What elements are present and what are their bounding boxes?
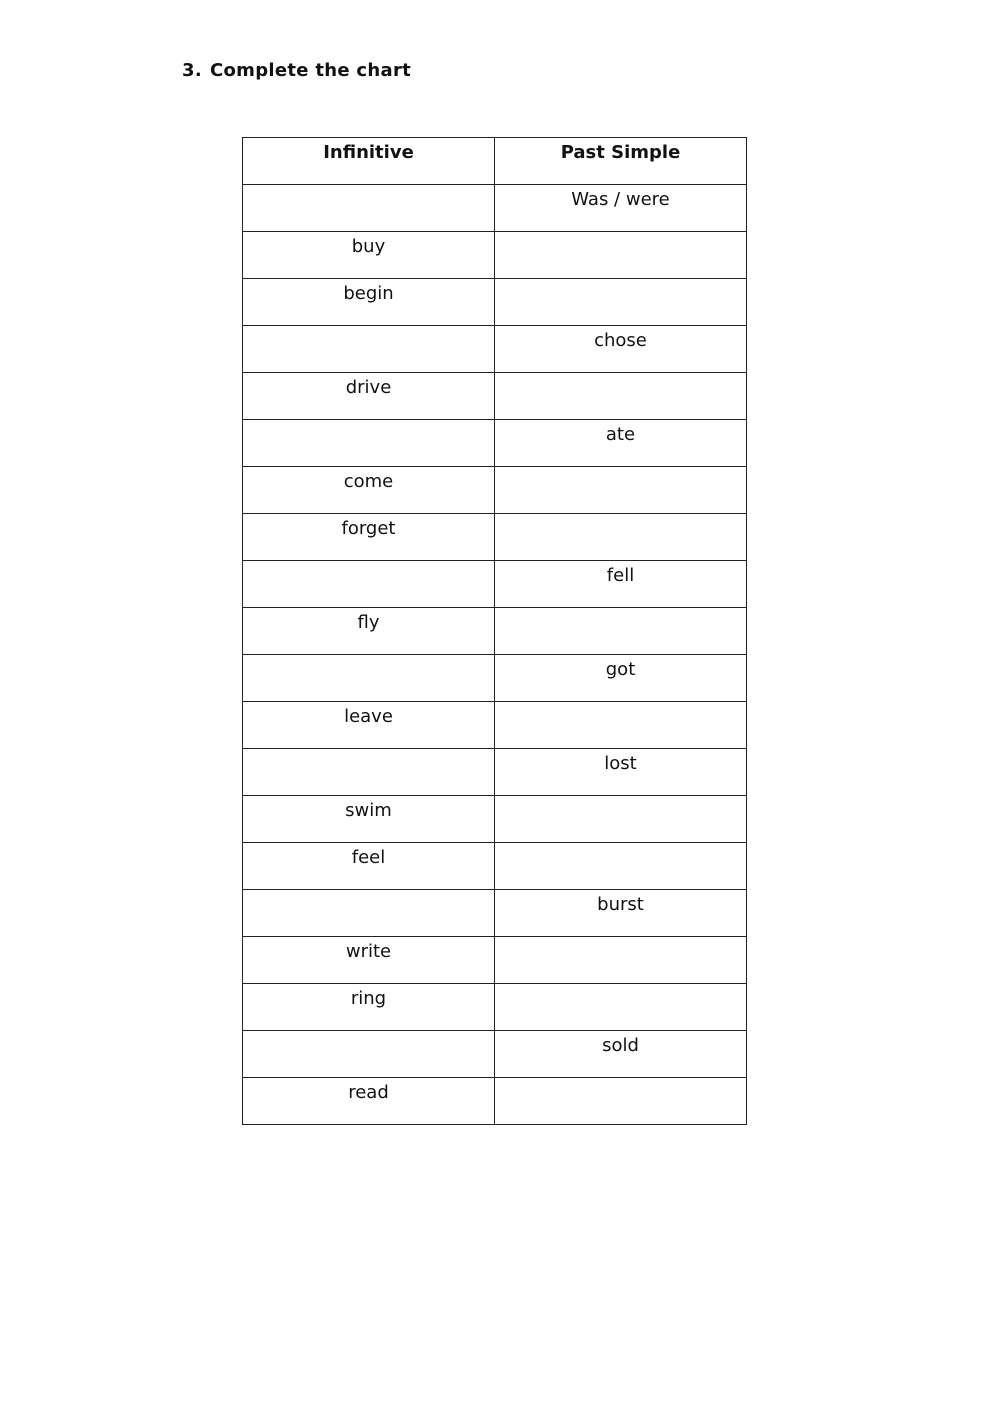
infinitive-cell-text: feel: [351, 847, 386, 868]
infinitive-cell: [243, 702, 495, 749]
table-row: [243, 984, 747, 1031]
past-simple-cell[interactable]: [495, 702, 747, 749]
infinitive-cell: [243, 514, 495, 561]
infinitive-cell[interactable]: [243, 890, 495, 937]
header-past-simple-label: Past Simple: [560, 142, 681, 163]
infinitive-cell-text: buy: [351, 236, 386, 257]
table-row: [243, 608, 747, 655]
infinitive-cell[interactable]: [243, 420, 495, 467]
past-simple-cell-text: [495, 984, 746, 988]
past-simple-cell: [495, 185, 747, 232]
table-row: [243, 702, 747, 749]
past-simple-cell-text: [495, 937, 746, 941]
past-simple-cell-text: [495, 373, 746, 377]
table-row: [243, 561, 747, 608]
table-header-row: [243, 138, 747, 185]
past-simple-cell[interactable]: [495, 279, 747, 326]
infinitive-cell: [243, 796, 495, 843]
infinitive-cell[interactable]: [243, 655, 495, 702]
table-row: [243, 514, 747, 561]
table-row: [243, 1078, 747, 1125]
past-simple-cell-text: [495, 1078, 746, 1082]
infinitive-cell-text: [243, 326, 494, 330]
infinitive-cell: [243, 937, 495, 984]
infinitive-cell-text: swim: [345, 800, 392, 821]
infinitive-cell-text: [243, 890, 494, 894]
past-simple-cell[interactable]: [495, 1078, 747, 1125]
infinitive-cell-text: [243, 561, 494, 565]
past-simple-cell[interactable]: [495, 467, 747, 514]
table-row: [243, 326, 747, 373]
header-past-simple: [495, 138, 747, 185]
infinitive-cell-text: fly: [357, 612, 380, 633]
infinitive-cell: [243, 232, 495, 279]
exercise-instruction: Complete the chart: [209, 60, 412, 81]
past-simple-cell-text: chose: [594, 330, 647, 351]
exercise-heading: [182, 60, 411, 81]
past-simple-cell-text: got: [605, 659, 636, 680]
past-simple-cell-text: [495, 279, 746, 283]
past-simple-cell: [495, 326, 747, 373]
past-simple-cell-text: lost: [604, 753, 637, 774]
table-row: [243, 185, 747, 232]
infinitive-cell-text: begin: [343, 283, 394, 304]
past-simple-cell-text: [495, 608, 746, 612]
infinitive-cell-text: write: [345, 941, 392, 962]
table-row: [243, 749, 747, 796]
infinitive-cell: [243, 843, 495, 890]
past-simple-cell[interactable]: [495, 796, 747, 843]
verb-chart-table: [242, 137, 747, 1125]
table-row: [243, 890, 747, 937]
table-row: [243, 373, 747, 420]
table-row: [243, 937, 747, 984]
past-simple-cell: [495, 655, 747, 702]
table-row: [243, 843, 747, 890]
infinitive-cell[interactable]: [243, 1031, 495, 1078]
infinitive-cell-text: [243, 1031, 494, 1035]
table-row: [243, 279, 747, 326]
past-simple-cell-text: ate: [605, 424, 636, 445]
table-row: [243, 1031, 747, 1078]
past-simple-cell: [495, 749, 747, 796]
infinitive-cell[interactable]: [243, 561, 495, 608]
infinitive-cell-text: drive: [345, 377, 392, 398]
table-row: [243, 467, 747, 514]
infinitive-cell-text: [243, 185, 494, 189]
table-row: [243, 655, 747, 702]
past-simple-cell-text: burst: [597, 894, 644, 915]
past-simple-cell[interactable]: [495, 514, 747, 561]
past-simple-cell[interactable]: [495, 843, 747, 890]
infinitive-cell-text: come: [343, 471, 394, 492]
table-row: [243, 796, 747, 843]
infinitive-cell: [243, 373, 495, 420]
infinitive-cell: [243, 1078, 495, 1125]
past-simple-cell[interactable]: [495, 232, 747, 279]
past-simple-cell[interactable]: [495, 373, 747, 420]
past-simple-cell: [495, 890, 747, 937]
infinitive-cell[interactable]: [243, 749, 495, 796]
header-infinitive-label: Infinitive: [323, 142, 414, 163]
infinitive-cell[interactable]: [243, 326, 495, 373]
past-simple-cell-text: [495, 702, 746, 706]
past-simple-cell-text: [495, 514, 746, 518]
past-simple-cell-text: [495, 843, 746, 847]
past-simple-cell-text: sold: [602, 1035, 639, 1056]
infinitive-cell: [243, 279, 495, 326]
past-simple-cell-text: Was / were: [571, 189, 670, 210]
past-simple-cell-text: [495, 467, 746, 471]
infinitive-cell-text: [243, 655, 494, 659]
past-simple-cell: [495, 561, 747, 608]
table-row: [243, 420, 747, 467]
header-infinitive: [243, 138, 495, 185]
infinitive-cell: [243, 608, 495, 655]
infinitive-cell[interactable]: [243, 185, 495, 232]
past-simple-cell[interactable]: [495, 608, 747, 655]
infinitive-cell: [243, 984, 495, 1031]
past-simple-cell[interactable]: [495, 984, 747, 1031]
table-body: [243, 185, 747, 1125]
infinitive-cell-text: ring: [350, 988, 387, 1009]
infinitive-cell-text: leave: [344, 706, 393, 727]
infinitive-cell: [243, 467, 495, 514]
past-simple-cell-text: fell: [606, 565, 635, 586]
past-simple-cell-text: [495, 232, 746, 236]
exercise-number: 3.: [182, 60, 202, 81]
past-simple-cell: [495, 1031, 747, 1078]
past-simple-cell-text: [495, 796, 746, 800]
past-simple-cell[interactable]: [495, 937, 747, 984]
infinitive-cell-text: [243, 420, 494, 424]
past-simple-cell: [495, 420, 747, 467]
infinitive-cell-text: [243, 749, 494, 753]
infinitive-cell-text: forget: [341, 518, 396, 539]
table-row: [243, 232, 747, 279]
infinitive-cell-text: read: [348, 1082, 389, 1103]
